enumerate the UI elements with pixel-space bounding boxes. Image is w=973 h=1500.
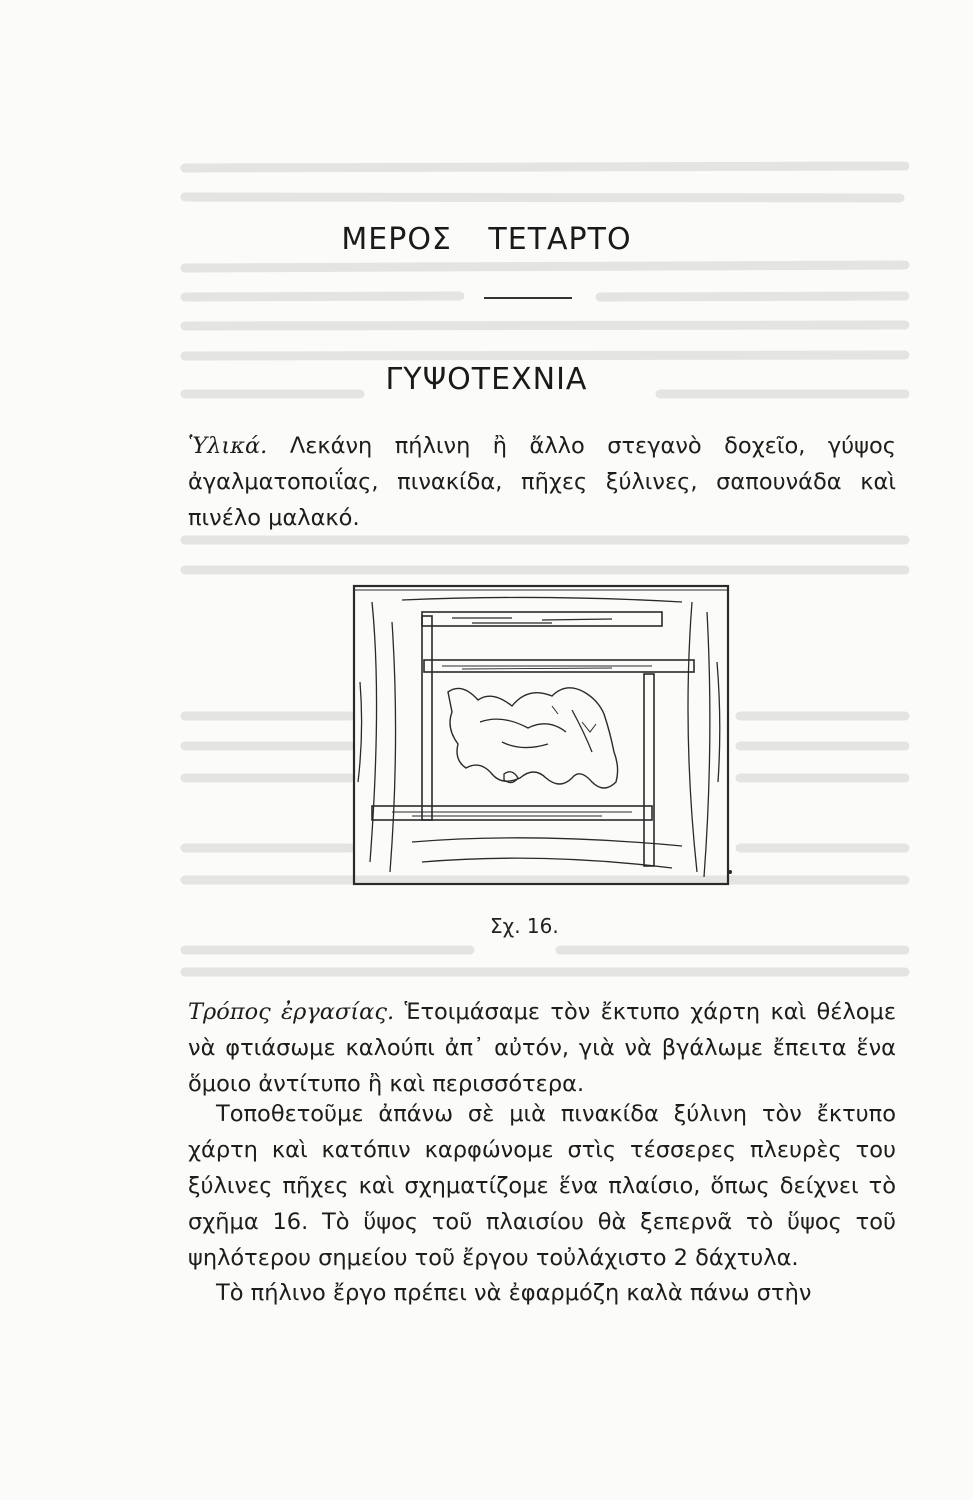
figure-16-frame-drawing (352, 582, 732, 888)
body-paragraph-3: Τὸ πήλινο ἔργο πρέπει νὰ ἐφαρμόζη καλὰ πάνω στὴν (216, 1280, 812, 1306)
materials-paragraph (188, 428, 896, 536)
title-divider (484, 297, 572, 299)
section-title: ΓΥΨΟΤΕΧΝΙΑ (385, 362, 588, 397)
wooden-frame-map-drawing-icon (354, 586, 732, 884)
figure-caption: Σχ. 16. (490, 914, 559, 938)
materials-text: Λεκάνη πήλινη ἢ ἄλλο στεγανὸ δοχεῖο, γύψος ἀγαλματοποιΐας, πινακίδα, πῆχες ξύλινες, σαπουνάδα καὶ πινέλο μαλακό. (188, 433, 897, 531)
method-paragraph (188, 994, 896, 1102)
materials-label: Ὑλικά. (188, 433, 268, 459)
method-label: Τρόπος ἐργασίας. (188, 999, 395, 1025)
body-paragraph-2: Τοποθετοῦμε ἀπάνω σὲ μιὰ πινακίδα ξύλινη τὸν ἔκτυπο χάρτη καὶ κατόπιν καρφώνομε στὶς τέσσερες πλευρὲς του ξύλινες πῆχες καὶ σχηματίζομε ἕνα πλαίσιο, ὅπως δείχνει τὸ σχῆμα 16. Τὸ ὕψος τοῦ πλαισίου θὰ ξεπερνᾶ τὸ ὕψος τοῦ ψηλότερου σημείου τοῦ ἔργου τοὐλάχιστο 2 δάχτυλα. (188, 1101, 896, 1271)
method-text: Ἑτοιμάσαμε τὸν ἔκτυπο χάρτη καὶ θέλομε νὰ φτιάσωμε καλούπι ἀπ᾽ αὐτόν, γιὰ νὰ βγάλωμε ἔπειτα ἕνα ὅμοιο ἀντίτυπο ἢ καὶ περισσότερα. (188, 999, 896, 1097)
part-title: ΜΕΡΟΣ ΤΕΤΑΡΤΟ (341, 222, 632, 257)
